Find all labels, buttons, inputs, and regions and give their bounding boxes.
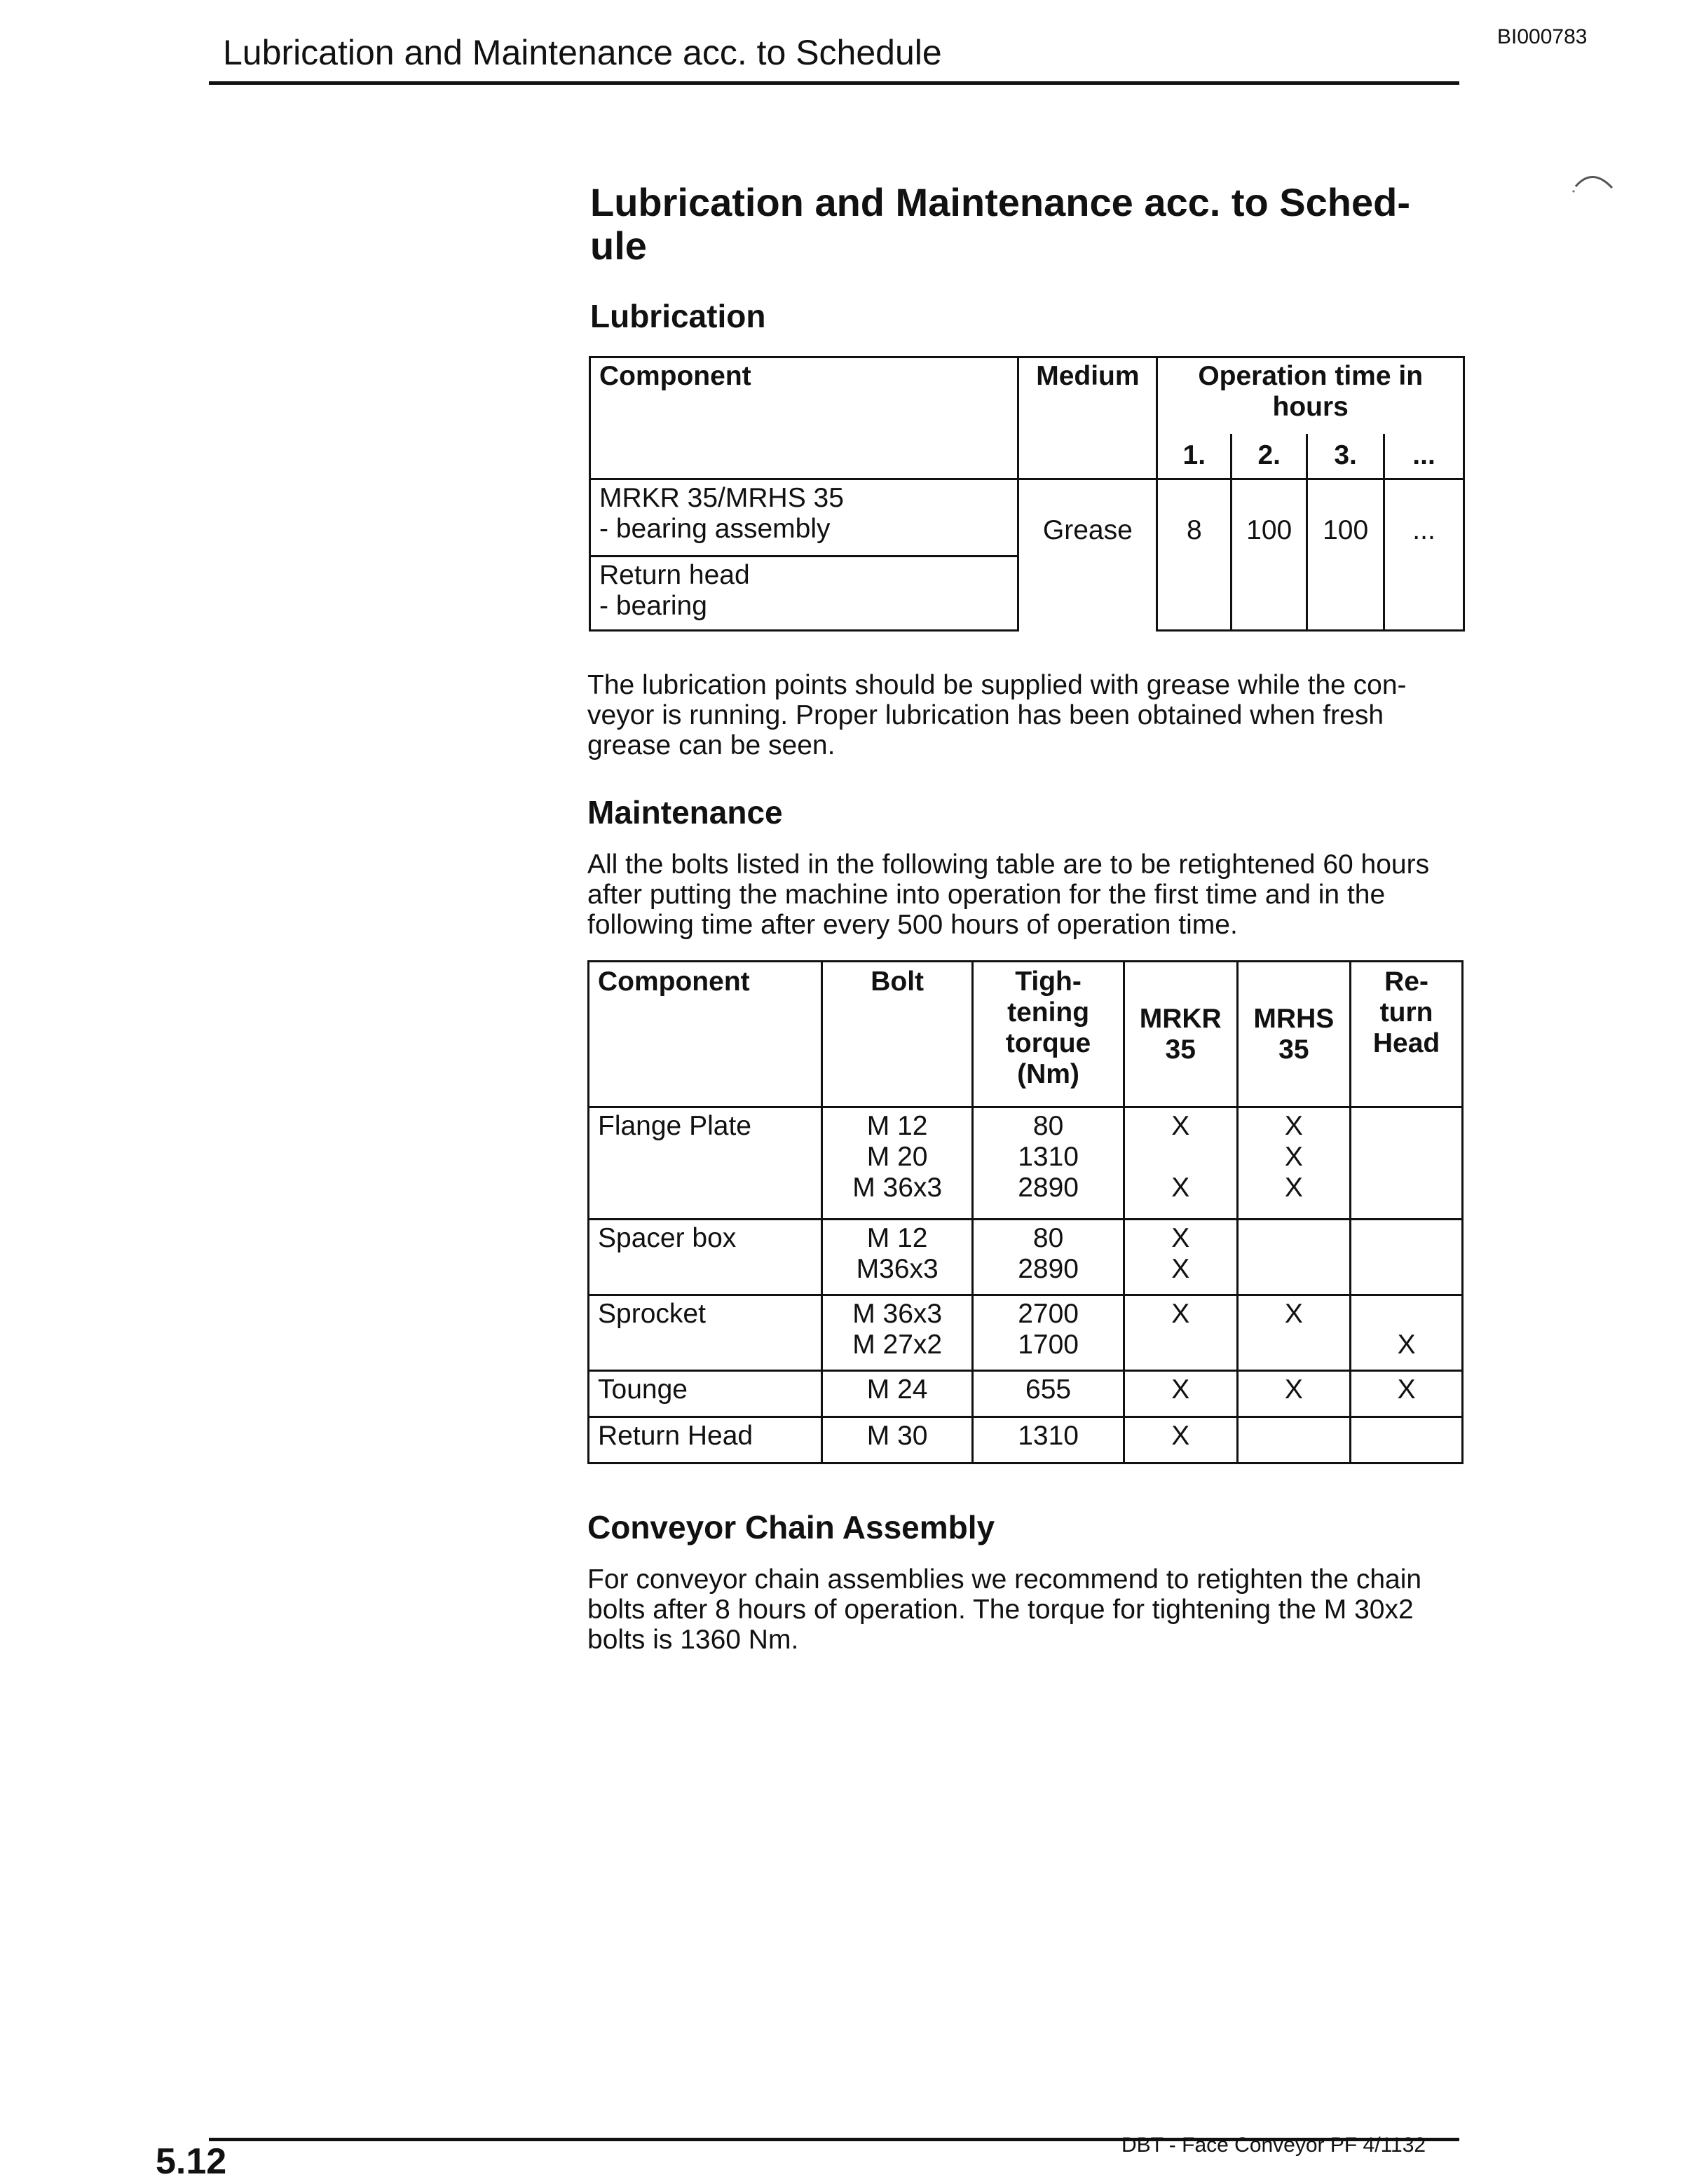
cell-ret xyxy=(1351,1220,1463,1295)
component-line: - bearing assembly xyxy=(599,513,831,544)
cell-line xyxy=(1239,1254,1350,1285)
cell-bolts xyxy=(822,1295,973,1371)
component-line: Return head xyxy=(599,559,750,590)
cell-bolts xyxy=(822,1371,973,1417)
cell-ret xyxy=(1351,1295,1463,1371)
cell-line: 655 xyxy=(1025,1374,1072,1405)
running-header: Lubrication and Maintenance acc. to Schedule xyxy=(223,33,942,72)
document-id: BI000783 xyxy=(1497,25,1588,48)
cell-mrkr xyxy=(1124,1417,1237,1463)
table-row xyxy=(589,1107,1463,1220)
cell-mrkr xyxy=(1124,1107,1237,1220)
cell-torques xyxy=(973,1371,1124,1417)
cell-line: M 27x2 xyxy=(852,1330,943,1360)
cell-bolts xyxy=(822,1107,973,1220)
corner-mark-icon xyxy=(1571,165,1628,221)
cell-mrkr xyxy=(1124,1295,1237,1371)
maintenance-table xyxy=(587,960,1464,1464)
cell-mrkr xyxy=(1124,1220,1237,1295)
cell-line: X xyxy=(1171,1111,1190,1141)
cell-line xyxy=(1125,1330,1236,1360)
cell-mrhs xyxy=(1237,1417,1351,1463)
cell-line: X xyxy=(1171,1223,1190,1253)
header-component: Component xyxy=(590,357,1018,479)
cell-line xyxy=(1239,1223,1350,1254)
cell-line: X xyxy=(1284,1299,1303,1329)
cell-line xyxy=(1351,1421,1461,1452)
lub-row-component xyxy=(590,556,1018,630)
cell-line: 2890 xyxy=(1018,1254,1079,1284)
component-line: MRKR 35/MRHS 35 xyxy=(599,482,844,513)
cell-ret xyxy=(1351,1417,1463,1463)
cell-component: Flange Plate xyxy=(589,1107,822,1220)
cell-component: Tounge xyxy=(589,1371,822,1417)
table-row xyxy=(589,1371,1463,1417)
cell-component: Return Head xyxy=(589,1417,822,1463)
conveyor-text: For conveyor chain assemblies we recommend to retighten the chain bolts after 8 hours of operation. The torque for tightening the M 30x2 bolts is 1360 Nm. xyxy=(587,1564,1422,1655)
cell-line: X xyxy=(1171,1254,1190,1284)
lubrication-table xyxy=(589,356,1465,632)
cell-line: 2700 xyxy=(1018,1299,1079,1329)
conveyor-heading: Conveyor Chain Assembly xyxy=(587,1509,995,1545)
cell-line: M 30 xyxy=(866,1421,928,1451)
cell-mrhs xyxy=(1237,1220,1351,1295)
cell-line: X xyxy=(1284,1111,1303,1141)
cell-torques xyxy=(973,1295,1124,1371)
header-torque: Tigh- tening torque (Nm) xyxy=(973,962,1124,1107)
lub-time: 100 xyxy=(1307,479,1384,630)
cell-line: M36x3 xyxy=(856,1254,939,1284)
header-mrkr: MRKR 35 xyxy=(1124,962,1237,1107)
component-line: - bearing xyxy=(599,590,707,621)
cell-line xyxy=(1351,1254,1461,1285)
lubrication-heading: Lubrication xyxy=(590,298,766,334)
page-number: 5.12 xyxy=(156,2141,227,2182)
cell-bolts xyxy=(822,1417,973,1463)
page-title: Lubrication and Maintenance acc. to Sched- ule xyxy=(590,180,1410,268)
table-row xyxy=(589,1417,1463,1463)
cell-line: X xyxy=(1397,1374,1416,1405)
cell-line: X xyxy=(1171,1299,1190,1329)
footer-title: DBT - Face Conveyor PF 4/1132 xyxy=(1121,2134,1426,2157)
cell-line: 1310 xyxy=(1018,1142,1079,1172)
cell-line xyxy=(1351,1173,1461,1203)
cell-line: M 20 xyxy=(866,1142,928,1172)
cell-line xyxy=(1125,1142,1236,1173)
cell-line xyxy=(1239,1330,1350,1360)
cell-line: M 24 xyxy=(866,1374,928,1405)
cell-component: Spacer box xyxy=(589,1220,822,1295)
cell-line: M 36x3 xyxy=(852,1299,943,1329)
cell-torques xyxy=(973,1220,1124,1295)
cell-line: X xyxy=(1397,1330,1416,1360)
lub-time: ... xyxy=(1384,479,1464,630)
cell-line: X xyxy=(1171,1374,1190,1405)
lubrication-note: The lubrication points should be supplied with grease while the con- veyor is running. Proper lubrication has been obtained when fresh grease can be seen. xyxy=(587,670,1407,760)
cell-line: X xyxy=(1284,1142,1303,1172)
cell-line xyxy=(1351,1299,1461,1330)
cell-line: 2890 xyxy=(1018,1173,1079,1203)
cell-mrhs xyxy=(1237,1107,1351,1220)
cell-line: 80 xyxy=(1032,1223,1064,1253)
lub-row-component xyxy=(590,479,1018,556)
header-component: Component xyxy=(589,962,822,1107)
op-number: ... xyxy=(1384,434,1464,479)
lub-time: 100 xyxy=(1232,479,1307,630)
cell-line: X xyxy=(1284,1374,1303,1405)
header-operation-time: Operation time in hours xyxy=(1157,357,1464,435)
cell-line xyxy=(1351,1223,1461,1254)
cell-torques xyxy=(973,1107,1124,1220)
table-row xyxy=(589,1220,1463,1295)
cell-mrhs xyxy=(1237,1371,1351,1417)
cell-line: X xyxy=(1171,1173,1190,1203)
cell-line: 1700 xyxy=(1018,1330,1079,1360)
cell-line: M 12 xyxy=(866,1223,928,1253)
header-medium: Medium xyxy=(1018,357,1157,479)
lub-time: 8 xyxy=(1157,479,1232,630)
cell-line: 1310 xyxy=(1018,1421,1079,1451)
cell-line xyxy=(1351,1142,1461,1173)
cell-line: X xyxy=(1171,1421,1190,1451)
cell-ret xyxy=(1351,1371,1463,1417)
cell-line xyxy=(1351,1111,1461,1142)
table-row xyxy=(589,1295,1463,1371)
header-mrhs: MRHS 35 xyxy=(1237,962,1351,1107)
maintenance-text: All the bolts listed in the following table are to be retightened 60 hours after putting the machine into operation for the first time and in the following time after every 500 hours of operation time. xyxy=(587,849,1430,940)
cell-line xyxy=(1239,1421,1350,1452)
header-rule xyxy=(209,81,1459,85)
op-number: 2. xyxy=(1232,434,1307,479)
op-number: 3. xyxy=(1307,434,1384,479)
cell-bolts xyxy=(822,1220,973,1295)
cell-mrkr xyxy=(1124,1371,1237,1417)
cell-line: M 36x3 xyxy=(852,1173,943,1203)
lub-medium: Grease xyxy=(1018,479,1157,630)
cell-torques xyxy=(973,1417,1124,1463)
cell-mrhs xyxy=(1237,1295,1351,1371)
cell-ret xyxy=(1351,1107,1463,1220)
op-number: 1. xyxy=(1157,434,1232,479)
cell-component: Sprocket xyxy=(589,1295,822,1371)
cell-line: 80 xyxy=(1032,1111,1064,1141)
maintenance-heading: Maintenance xyxy=(587,794,783,831)
header-return-head: Re- turn Head xyxy=(1351,962,1463,1107)
cell-line: X xyxy=(1284,1173,1303,1203)
cell-line: M 12 xyxy=(866,1111,928,1141)
header-bolt: Bolt xyxy=(822,962,973,1107)
